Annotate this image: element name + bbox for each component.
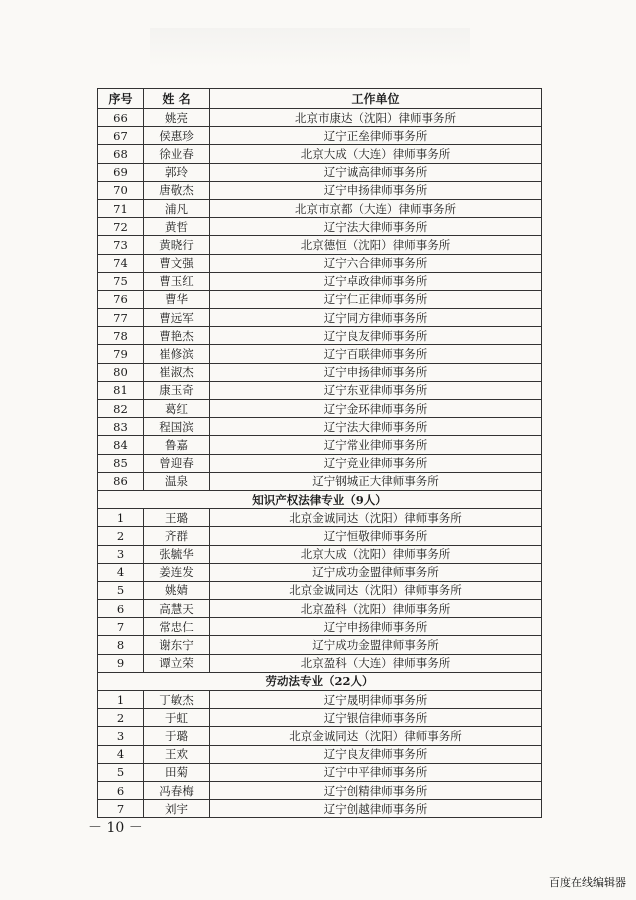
row-number: 81	[98, 381, 144, 399]
lawyer-name: 崔淑杰	[144, 363, 210, 381]
work-unit: 辽宁法大律师事务所	[210, 218, 542, 236]
row-number: 79	[98, 345, 144, 363]
work-unit: 辽宁法大律师事务所	[210, 418, 542, 436]
table-row	[98, 509, 542, 527]
work-unit: 辽宁钢城正大律师事务所	[210, 472, 542, 490]
table-row	[98, 636, 542, 654]
lawyer-name: 唐敬杰	[144, 181, 210, 199]
work-unit: 辽宁中平律师事务所	[210, 763, 542, 781]
watermark-text: 百度在线编辑器	[549, 876, 626, 889]
table-header-row	[98, 89, 542, 109]
lawyer-name: 曾迎春	[144, 454, 210, 472]
header-name: 姓 名	[144, 89, 210, 109]
lawyer-name: 谭立荣	[144, 654, 210, 672]
table-row	[98, 181, 542, 199]
lawyer-name: 徐业春	[144, 145, 210, 163]
lawyer-name: 曹玉红	[144, 272, 210, 290]
work-unit: 辽宁卓政律师事务所	[210, 272, 542, 290]
work-unit: 辽宁正垒律师事务所	[210, 127, 542, 145]
table-row	[98, 127, 542, 145]
table-row	[98, 545, 542, 563]
lawyer-name: 浦凡	[144, 199, 210, 217]
table-row	[98, 345, 542, 363]
table-row	[98, 654, 542, 672]
row-number: 76	[98, 290, 144, 308]
lawyer-name: 葛红	[144, 400, 210, 418]
lawyer-name: 高慧天	[144, 600, 210, 618]
table-row	[98, 436, 542, 454]
table-row	[98, 163, 542, 181]
lawyer-name: 姜连发	[144, 563, 210, 581]
row-number: 72	[98, 218, 144, 236]
work-unit: 辽宁良友律师事务所	[210, 327, 542, 345]
work-unit: 辽宁成功金盟律师事务所	[210, 563, 542, 581]
lawyer-name: 郭玲	[144, 163, 210, 181]
lawyer-name: 谢东宁	[144, 636, 210, 654]
table-row	[98, 290, 542, 308]
lawyer-name: 黄晓行	[144, 236, 210, 254]
table-row	[98, 400, 542, 418]
work-unit: 辽宁恒敬律师事务所	[210, 527, 542, 545]
work-unit: 辽宁诚高律师事务所	[210, 163, 542, 181]
row-number: 6	[98, 600, 144, 618]
row-number: 86	[98, 472, 144, 490]
lawyer-roster-table	[97, 88, 542, 818]
lawyer-name: 康玉奇	[144, 381, 210, 399]
work-unit: 北京德恒（沈阳）律师事务所	[210, 236, 542, 254]
row-number: 3	[98, 545, 144, 563]
table-row	[98, 218, 542, 236]
row-number: 78	[98, 327, 144, 345]
lawyer-name: 齐群	[144, 527, 210, 545]
row-number: 70	[98, 181, 144, 199]
table-row	[98, 618, 542, 636]
row-number: 83	[98, 418, 144, 436]
lawyer-name: 崔修滨	[144, 345, 210, 363]
table-row	[98, 109, 542, 127]
table-row	[98, 381, 542, 399]
row-number: 4	[98, 563, 144, 581]
lawyer-name: 姚亮	[144, 109, 210, 127]
work-unit: 辽宁良友律师事务所	[210, 745, 542, 763]
lawyer-name: 曹华	[144, 290, 210, 308]
work-unit: 北京金诚同达（沈阳）律师事务所	[210, 581, 542, 599]
row-number: 7	[98, 618, 144, 636]
lawyer-name: 丁敏杰	[144, 691, 210, 709]
section-header-row	[98, 490, 542, 508]
row-number: 80	[98, 363, 144, 381]
table-row	[98, 727, 542, 745]
row-number: 2	[98, 709, 144, 727]
section-title: 知识产权法律专业（9人）	[98, 490, 542, 508]
table-row	[98, 272, 542, 290]
lawyer-name: 王璐	[144, 509, 210, 527]
scan-artifact	[150, 28, 470, 68]
lawyer-name: 程国滨	[144, 418, 210, 436]
row-number: 71	[98, 199, 144, 217]
work-unit: 辽宁申扬律师事务所	[210, 363, 542, 381]
work-unit: 辽宁创精律师事务所	[210, 781, 542, 799]
row-number: 82	[98, 400, 144, 418]
row-number: 67	[98, 127, 144, 145]
work-unit: 北京金诚同达（沈阳）律师事务所	[210, 727, 542, 745]
lawyer-name: 冯春梅	[144, 781, 210, 799]
row-number: 66	[98, 109, 144, 127]
page-number: － 10 －	[88, 820, 143, 836]
work-unit: 辽宁竞业律师事务所	[210, 454, 542, 472]
row-number: 3	[98, 727, 144, 745]
lawyer-name: 温泉	[144, 472, 210, 490]
work-unit: 辽宁百联律师事务所	[210, 345, 542, 363]
work-unit: 辽宁晟明律师事务所	[210, 691, 542, 709]
work-unit: 北京大成（沈阳）律师事务所	[210, 545, 542, 563]
lawyer-name: 曹艳杰	[144, 327, 210, 345]
row-number: 8	[98, 636, 144, 654]
lawyer-name: 于璐	[144, 727, 210, 745]
work-unit: 辽宁仁正律师事务所	[210, 290, 542, 308]
lawyer-name: 于虹	[144, 709, 210, 727]
row-number: 9	[98, 654, 144, 672]
work-unit: 辽宁常业律师事务所	[210, 436, 542, 454]
lawyer-name: 姚婧	[144, 581, 210, 599]
lawyer-name: 常忠仁	[144, 618, 210, 636]
table-row	[98, 781, 542, 799]
table-row	[98, 527, 542, 545]
work-unit: 辽宁成功金盟律师事务所	[210, 636, 542, 654]
work-unit: 辽宁同方律师事务所	[210, 309, 542, 327]
work-unit: 北京金诚同达（沈阳）律师事务所	[210, 509, 542, 527]
table-row	[98, 691, 542, 709]
row-number: 77	[98, 309, 144, 327]
lawyer-name: 曹远军	[144, 309, 210, 327]
row-number: 7	[98, 800, 144, 818]
section-title: 劳动法专业（22人）	[98, 672, 542, 690]
header-no: 序号	[98, 89, 144, 109]
header-unit: 工作单位	[210, 89, 542, 109]
row-number: 1	[98, 691, 144, 709]
work-unit: 辽宁六合律师事务所	[210, 254, 542, 272]
table-row	[98, 581, 542, 599]
table-row	[98, 199, 542, 217]
row-number: 75	[98, 272, 144, 290]
row-number: 69	[98, 163, 144, 181]
work-unit: 辽宁申扬律师事务所	[210, 618, 542, 636]
table-row	[98, 454, 542, 472]
lawyer-name: 侯惠珍	[144, 127, 210, 145]
row-number: 5	[98, 581, 144, 599]
work-unit: 辽宁银信律师事务所	[210, 709, 542, 727]
row-number: 5	[98, 763, 144, 781]
row-number: 68	[98, 145, 144, 163]
row-number: 2	[98, 527, 144, 545]
table-row	[98, 600, 542, 618]
table-row	[98, 236, 542, 254]
table-row	[98, 709, 542, 727]
table-row	[98, 800, 542, 818]
row-number: 85	[98, 454, 144, 472]
table-body	[98, 109, 542, 818]
lawyer-name: 黄哲	[144, 218, 210, 236]
lawyer-name: 鲁嘉	[144, 436, 210, 454]
work-unit: 北京大成（大连）律师事务所	[210, 145, 542, 163]
table-row	[98, 563, 542, 581]
table-row	[98, 363, 542, 381]
row-number: 1	[98, 509, 144, 527]
row-number: 74	[98, 254, 144, 272]
table-row	[98, 745, 542, 763]
table-row	[98, 472, 542, 490]
work-unit: 辽宁申扬律师事务所	[210, 181, 542, 199]
work-unit: 北京盈科（沈阳）律师事务所	[210, 600, 542, 618]
work-unit: 辽宁金环律师事务所	[210, 400, 542, 418]
work-unit: 北京盈科（大连）律师事务所	[210, 654, 542, 672]
table-row	[98, 763, 542, 781]
work-unit: 辽宁创越律师事务所	[210, 800, 542, 818]
lawyer-name: 田菊	[144, 763, 210, 781]
table-row	[98, 418, 542, 436]
table-row	[98, 145, 542, 163]
section-header-row	[98, 672, 542, 690]
work-unit: 北京市康达（沈阳）律师事务所	[210, 109, 542, 127]
table-row	[98, 309, 542, 327]
table-row	[98, 254, 542, 272]
row-number: 4	[98, 745, 144, 763]
work-unit: 北京市京都（大连）律师事务所	[210, 199, 542, 217]
table-row	[98, 327, 542, 345]
row-number: 73	[98, 236, 144, 254]
work-unit: 辽宁东亚律师事务所	[210, 381, 542, 399]
lawyer-name: 王欢	[144, 745, 210, 763]
row-number: 6	[98, 781, 144, 799]
row-number: 84	[98, 436, 144, 454]
lawyer-name: 曹文强	[144, 254, 210, 272]
lawyer-name: 刘宇	[144, 800, 210, 818]
lawyer-name: 张毓华	[144, 545, 210, 563]
